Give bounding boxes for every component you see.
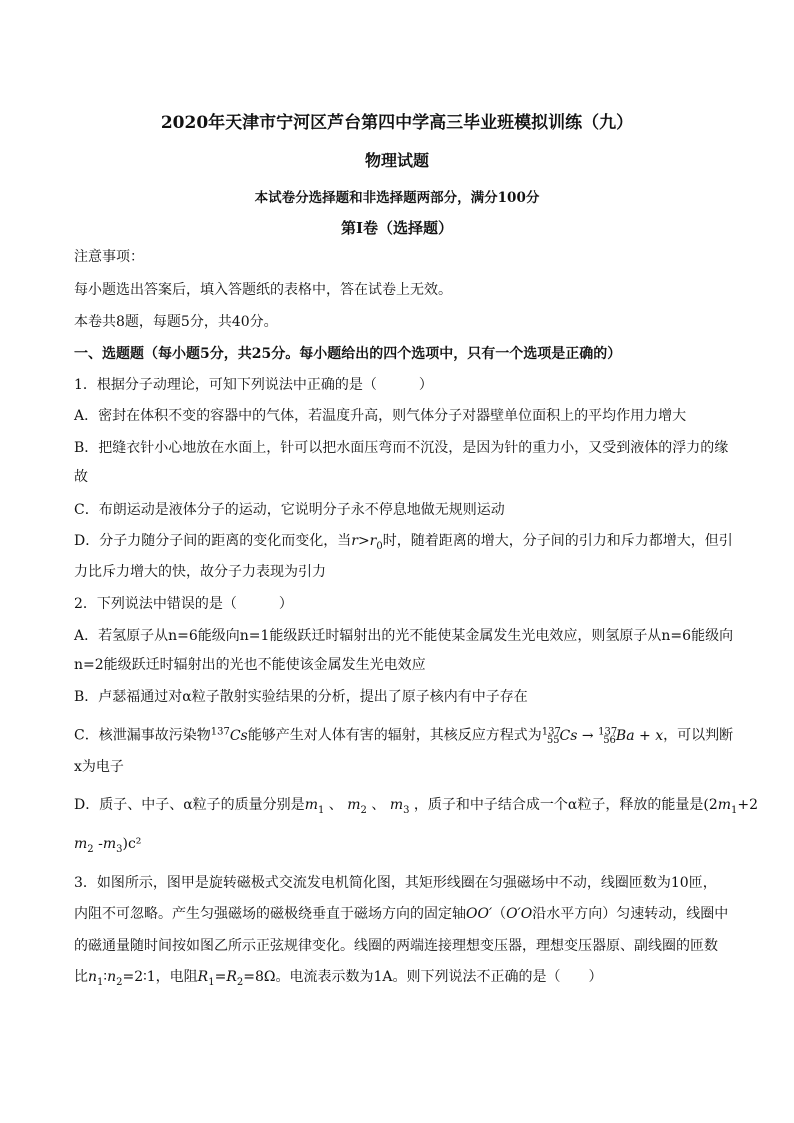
q3-line-2-part2: （ <box>492 906 507 922</box>
notes-heading: 注意事项： <box>74 249 144 265</box>
q2-option-d <box>74 795 759 821</box>
q3-line-2-part1: 内阻不可忽略。产生匀强磁场的磁极绕垂直于磁场方向的固定轴 <box>74 906 466 922</box>
section-title: 第Ⅰ卷（选择题） <box>340 219 454 237</box>
q2-option-c-part3: ，可以判断 <box>663 727 734 744</box>
axis-o-o-symbol: O′O <box>506 906 533 922</box>
axis-oo-symbol: OO′ <box>466 906 493 922</box>
q1-option-d <box>74 531 733 557</box>
q3-line-4-part2: =2∶1，电阻 <box>122 969 198 985</box>
q2-option-b: B．卢瑟福通过对α粒子散射实验结果的分析，提出了原子核内有中子存在 <box>74 689 528 705</box>
subject-title: 物理试题 <box>364 151 429 170</box>
q3-line-4-part1: 比 <box>74 969 88 985</box>
q2-option-c <box>74 722 734 751</box>
q2-option-d-part1: D．质子、中子、α粒子的质量分别是 <box>74 797 305 813</box>
q2-option-d-cont <box>74 834 724 860</box>
mass-symbols: $m_1$ 、 $m_2$ 、 $m_3$ <box>304 797 410 816</box>
q3-line-3: 的磁通量随时间按如图乙所示正弦规律变化。线圈的两端连接理想变压器，理想变压器原、副线圈的匝数 <box>74 938 718 954</box>
q3-line-1: 3．如图所示，图甲是旋转磁极式交流发电机简化图，其矩形线圈在匀强磁场中不动，线圈匝数为10匝， <box>74 875 717 891</box>
m2-m3-symbols: $m_2$ $-m_3$ <box>74 836 123 855</box>
q3-line-4-part3: =8Ω。电流表示数为1A。则下列说法不正确的是（ ） <box>243 969 603 985</box>
q3-line-4 <box>74 967 724 993</box>
resistor-symbols: $R_1=R_2$ <box>197 969 244 988</box>
q2-stem: 2．下列说法中错误的是（ ） <box>74 596 293 612</box>
q1-option-a: A．密封在体积不变的容器中的气体，若温度升高，则气体分子对器壁单位面积上的平均作用力增大 <box>74 408 687 424</box>
q2-option-d-part3: +2 <box>737 797 759 813</box>
q1-option-b-cont: 故 <box>74 469 88 485</box>
decay-equation: $^{137}_{55}$Cs → $^{137}_{56}$Ba + x <box>541 726 664 747</box>
q2-option-c-part1: C．核泄漏事故污染物 <box>74 727 211 744</box>
exam-subtitle: 本试卷分选择题和非选择题两部分，满分100分 <box>254 190 540 206</box>
q2-option-a-cont: n=2能级跃迁时辐射出的光也不能使该金属发生光电效应 <box>74 657 426 673</box>
q3-line-2-part3: 沿水平方向）匀速转动，线圈中 <box>532 906 729 922</box>
r-gt-r0-formula: $r>r_0$ <box>351 533 383 552</box>
q2-option-d-part4: )c² <box>122 836 142 852</box>
m1-symbol: $m_1$ <box>717 797 738 816</box>
q3-line-2 <box>74 904 729 924</box>
notes-line-1: 每小题选出答案后，填入答题纸的表格中，答在试卷上无效。 <box>74 282 452 298</box>
q2-option-a: A．若氢原子从n=6能级向n=1能级跃迁时辐射出的光不能使某金属发生光电效应，则氢原子从n=6能级向 <box>74 628 734 644</box>
q2-option-c-cont: x为电子 <box>74 759 124 775</box>
cs137-formula: $^{137}$Cs <box>210 726 248 744</box>
q2-option-c-part2: 能够产生对人体有害的辐射，其核反应方程式为 <box>247 727 542 744</box>
q1-option-d-part1: D．分子力随分子间的距离的变化而变化，当 <box>74 533 352 549</box>
q1-option-b: B．把缝衣针小心地放在水面上，针可以把水面压弯而不沉没，是因为针的重力小，又受到液体的浮力的缘 <box>74 440 729 456</box>
q2-option-d-part2: ，质子和中子结合成一个α粒子，释放的能量是(2 <box>413 797 718 813</box>
exam-title: 2020年天津市宁河区芦台第四中学高三毕业班模拟训练（九） <box>160 113 634 133</box>
q1-option-c: C．布朗运动是液体分子的运动，它说明分子永不停息地做无规则运动 <box>74 502 505 518</box>
notes-line-2: 本卷共8题，每题5分，共40分。 <box>74 314 278 330</box>
turns-ratio-symbols: $n_1∶n_2$ <box>88 969 123 988</box>
q1-option-d-part2: 时，随着距离的增大，分子间的引力和斥力都增大，但引 <box>382 533 733 549</box>
part1-heading: 一、选题题（每小题5分，共25分。每小题给出的四个选项中，只有一个选项是正确的） <box>74 346 622 362</box>
q1-option-d-cont: 力比斥力增大的快，故分子力表现为引力 <box>74 564 326 580</box>
q1-stem: 1．根据分子动理论，可知下列说法中正确的是（ ） <box>74 377 433 393</box>
